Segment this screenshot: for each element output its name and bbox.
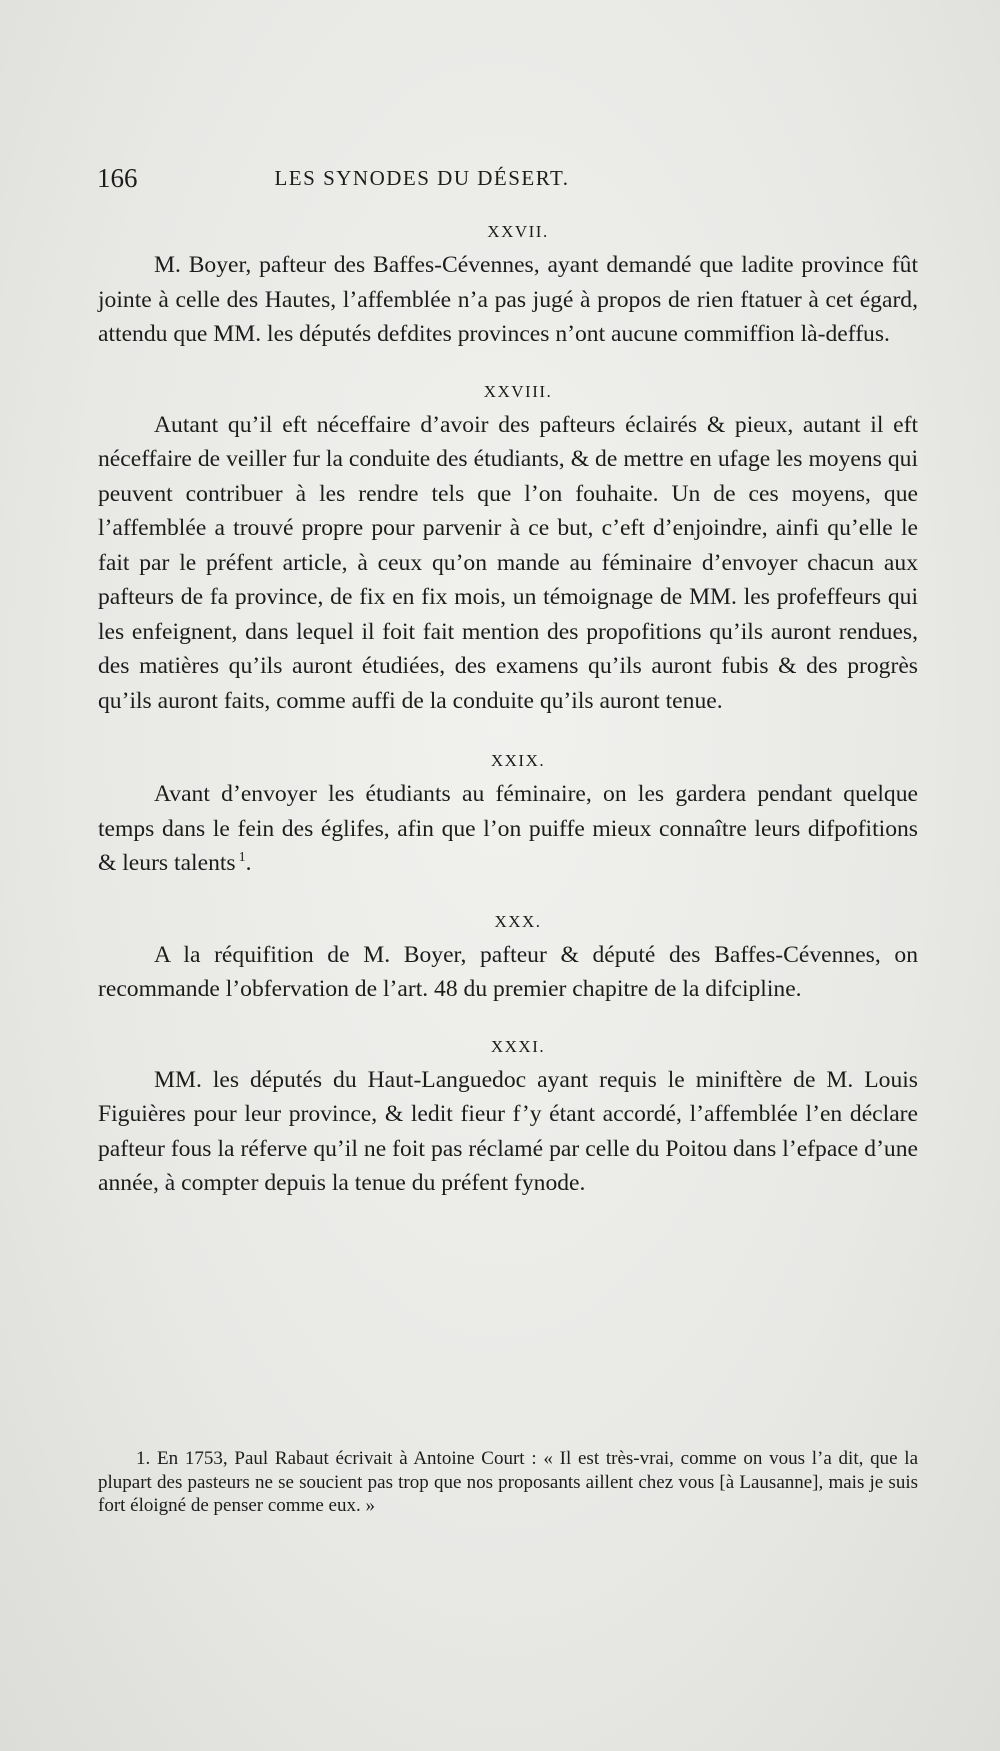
- article-text: A la réquifition de M. Boyer, pafteur & député des Baffes-Cévennes, on recommande l’obfervation de l’art. 48 du premier chapitre de la difcipline.: [98, 941, 918, 1002]
- article-27: [98, 222, 918, 352]
- article-text: [98, 777, 918, 881]
- article-number: XXVII.: [487, 222, 549, 241]
- article-number: XXVIII.: [483, 381, 553, 401]
- article-number: XXX.: [494, 911, 542, 931]
- article-text: MM. les députés du Haut-Languedoc ayant requis le miniftère de M. Louis Figuières pour leur province, & ledit fieur f’y étant accordé, l’affemblée l’en déclare pafteur fous la réferve qu’il ne foit pas réclamé par celle du Poitou dans l’efpace d’une année, à compter depuis la tenue du préfent fynode.: [98, 1066, 918, 1196]
- article-29: [98, 751, 918, 881]
- article-text-end: .: [245, 850, 252, 876]
- main-text: [98, 222, 918, 1201]
- article-text: M. Boyer, pafteur des Baffes-Cévennes, ayant demandé que ladite province fût jointe à celle des Hautes, l’affemblée n’a pas jugé à propos de rien ftatuer à cet égard, attendu que MM. les députés defdites provinces n’ont aucune commiffion là-deffus.: [98, 252, 918, 347]
- article-text-body: Avant d’envoyer les étudiants au féminaire, on les gardera pendant quelque temps dans le fein des églifes, afin que l’on puiffe mieux connaître leurs difpofitions & leurs talents: [98, 781, 918, 876]
- footnote: 1. En 1753, Paul Rabaut écrivait à Antoine Court : « Il est très-vrai, comme on vous l’a dit, que la plupart des pasteurs ne se soucient pas trop que nos proposants aillent chez vous [à Lausanne], mais je suis fort éloigné de penser comme eux. »: [98, 1448, 918, 1516]
- footnote-reference[interactable]: 1: [238, 850, 246, 866]
- page-number: 166: [97, 163, 138, 193]
- article-31: [98, 1037, 918, 1201]
- running-title: LES SYNODES DU DÉSERT.: [274, 166, 570, 190]
- article-number: XXIX.: [490, 751, 546, 770]
- article-30: [98, 912, 918, 1007]
- running-head: [97, 163, 687, 203]
- article-28: [98, 382, 918, 719]
- article-text: Autant qu’il eft néceffaire d’avoir des pafteurs éclairés & pieux, autant il eft néceffaire de veiller fur la conduite des étudiants, & de mettre en ufage les moyens qui peuvent contribuer à les rendre tels que l’on fouhaite. Un de ces moyens, que l’affemblée a trouvé propre pour parvenir à ce but, c’eft d’enjoindre, ainfi qu’elle le fait par le préfent article, à ceux qu’on mande au féminaire d’envoyer chacun aux pafteurs de fa province, de fix en fix mois, un témoignage de MM. les profeffeurs qui les enfeignent, dans lequel il foit fait mention des propofitions qu’ils auront rendues, des matières qu’ils auront étudiées, des examens qu’ils auront fubis & des progrès qu’ils auront faits, comme auffi de la conduite qu’ils auront tenue.: [98, 411, 918, 714]
- article-number: XXXI.: [490, 1036, 546, 1056]
